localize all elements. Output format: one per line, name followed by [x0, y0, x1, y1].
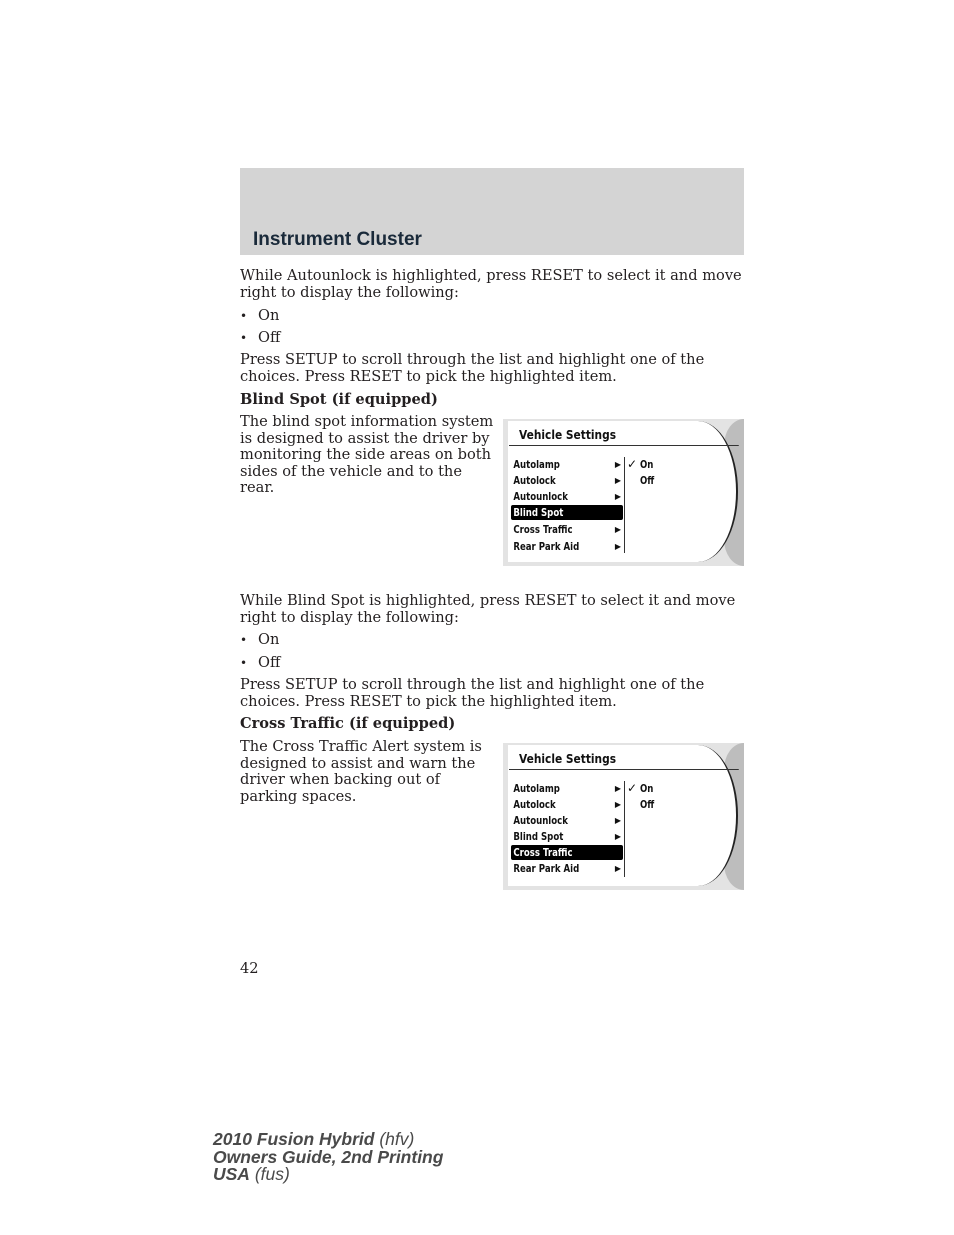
display-column-divider	[624, 457, 625, 553]
option-off: Off	[640, 798, 655, 811]
menu-item-rear-park-aid: Rear Park Aid ▶	[513, 540, 621, 553]
autounlock-option-off: • Off	[240, 329, 281, 346]
menu-item-autolamp: Autolamp ▶	[513, 458, 621, 471]
footer-line-1: 2010 Fusion Hybrid (hfv)	[213, 1129, 415, 1149]
blind-spot-intro: While Blind Spot is highlighted, press RESET to select it and move right to display the following:	[240, 592, 736, 626]
display-title: Vehicle Settings	[519, 427, 617, 442]
menu-item-autounlock: Autounlock ▶	[513, 490, 621, 503]
menu-item-autounlock: Autounlock ▶	[513, 814, 621, 827]
blind-spot-description: The blind spot information system is designed to assist the driver by monitoring the side areas on both sides of the vehicle and to the rear.	[240, 413, 494, 497]
menu-item-blind-spot-selected: Blind Spot	[511, 505, 623, 520]
page-number: 42	[240, 960, 259, 977]
arrow-right-icon: ▶	[614, 800, 621, 809]
autounlock-intro: While Autounlock is highlighted, press RESET to select it and move right to display the following:	[240, 267, 742, 301]
menu-item-autolock: Autolock ▶	[513, 798, 621, 811]
menu-item-autolock: Autolock ▶	[513, 474, 621, 487]
arrow-right-icon: ▶	[614, 784, 621, 793]
arrow-right-icon: ▶	[614, 476, 621, 485]
document-footer	[213, 1131, 443, 1184]
autounlock-instructions: Press SETUP to scroll through the list and highlight one of the choices. Press RESET to pick the highlighted item.	[240, 351, 705, 385]
cross-traffic-description: The Cross Traffic Alert system is designed to assist and warn the driver when backing out of parking spaces.	[240, 738, 482, 805]
arrow-right-icon: ▶	[614, 864, 621, 873]
blind-spot-heading: Blind Spot (if equipped)	[240, 391, 438, 408]
display-divider	[509, 445, 739, 446]
arrow-right-icon: ▶	[614, 832, 621, 841]
display-title: Vehicle Settings	[519, 751, 617, 766]
blind-spot-instructions: Press SETUP to scroll through the list and highlight one of the choices. Press RESET to pick the highlighted item.	[240, 676, 705, 710]
arrow-right-icon: ▶	[614, 525, 621, 534]
display-divider	[509, 769, 739, 770]
menu-item-blind-spot: Blind Spot ▶	[513, 830, 621, 843]
footer-line-2: Owners Guide, 2nd Printing	[213, 1146, 444, 1167]
option-on-checked: ✓ On	[627, 457, 654, 471]
menu-item-rear-park-aid: Rear Park Aid ▶	[513, 862, 621, 875]
blind-spot-option-off: • Off	[240, 654, 281, 671]
cross-traffic-heading: Cross Traffic (if equipped)	[240, 715, 456, 732]
menu-item-cross-traffic: Cross Traffic ▶	[513, 523, 621, 536]
checkmark-icon: ✓	[627, 457, 638, 471]
menu-item-autolamp: Autolamp ▶	[513, 782, 621, 795]
autounlock-option-on: • On	[240, 307, 280, 324]
vehicle-settings-display-blind-spot	[503, 419, 744, 566]
arrow-right-icon: ▶	[614, 492, 621, 501]
section-header-band	[240, 168, 744, 255]
footer-line-3: USA (fus)	[213, 1164, 290, 1184]
arrow-right-icon: ▶	[614, 542, 621, 551]
blind-spot-option-on: • On	[240, 631, 280, 648]
vehicle-settings-display-cross-traffic	[503, 743, 744, 890]
option-on-checked: ✓ On	[627, 781, 654, 795]
arrow-right-icon: ▶	[614, 460, 621, 469]
option-off: Off	[640, 474, 655, 487]
arrow-right-icon: ▶	[614, 816, 621, 825]
section-title: Instrument Cluster	[253, 229, 422, 250]
display-column-divider	[624, 781, 625, 877]
checkmark-icon: ✓	[627, 781, 638, 795]
menu-item-cross-traffic-selected: Cross Traffic	[511, 845, 623, 860]
